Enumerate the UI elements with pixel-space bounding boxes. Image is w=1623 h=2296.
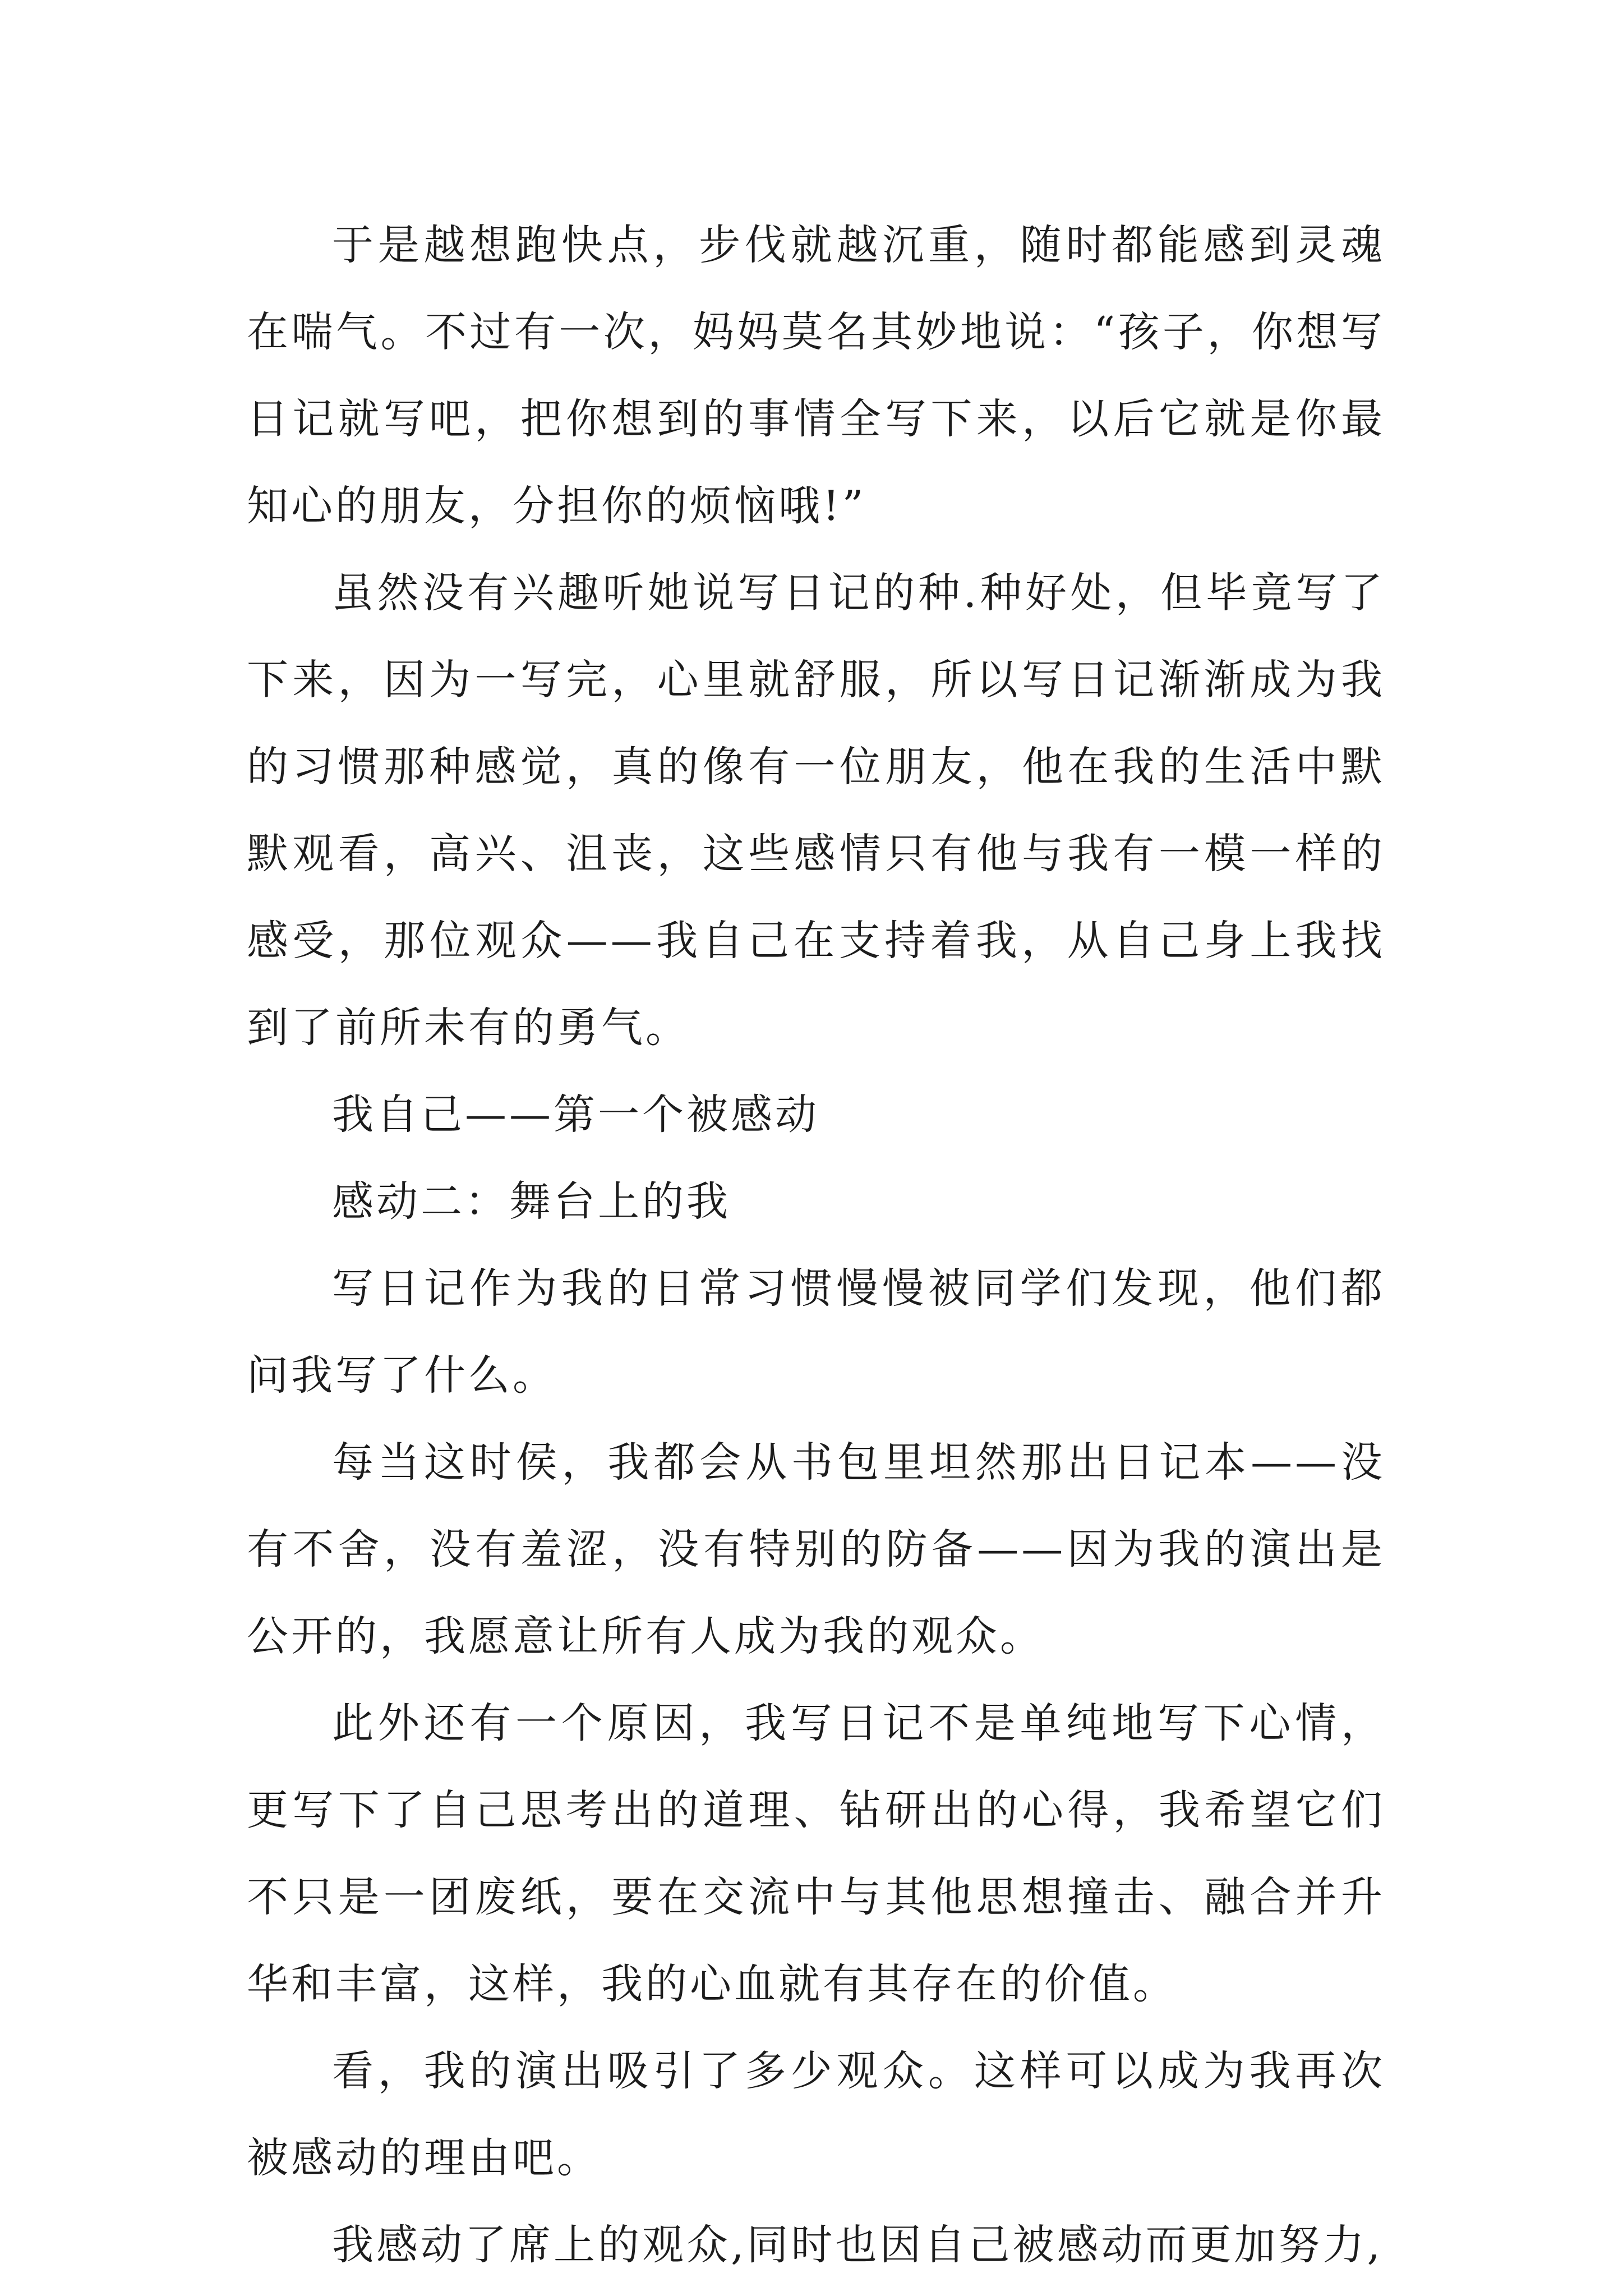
paragraph-7: 我感动了席上的观众,同时也因自己被感动而更加努力, <box>332 2221 1384 2269</box>
paragraph-4: 每当这时侯，我都会从书包里坦然那出日记本——没有不舍，没有羞涩，没有特别的防备——因为我的演出是公开的，我愿意让所有人成为我的观众。 <box>247 1438 1385 1660</box>
document-body <box>247 202 1385 2289</box>
paragraph-2: 虽然没有兴趣听她说写日记的种.种好处，但毕竟写了下来，因为一写完，心里就舒服，所以写日记渐渐成为我的习惯那种感觉，真的像有一位朋友，他在我的生活中默默观看，高兴、沮丧，这些感情只有他与我有一模一样的感受，那位观众——我自己在支持着我，从自己身上我找到了前所未有的勇气。 <box>247 569 1385 1052</box>
paragraph-6: 看，我的演出吸引了多少观众。这样可以成为我再次被感动的理由吧。 <box>247 2047 1385 2182</box>
section-heading-2: 感动二：舞台上的我 <box>332 1177 731 1226</box>
paragraph-1: 于是越想跑快点，步伐就越沉重，随时都能感到灵魂在喘气。不过有一次，妈妈莫名其妙地说：“孩子，你想写日记就写吧，把你想到的事情全写下来，以后它就是你最知心的朋友，分担你的烦恼哦!” <box>247 221 1385 530</box>
paragraph-5: 此外还有一个原因，我写日记不是单纯地写下心情，更写下了自己思考出的道理、钻研出的心得，我希望它们不只是一团废纸，要在交流中与其他思想撞击、融合并升华和丰富，这样，我的心血就有其存在的价值。 <box>247 1699 1385 2008</box>
paragraph-3: 写日记作为我的日常习惯慢慢被同学们发现，他们都问我写了什么。 <box>247 1264 1385 1400</box>
section-line-1: 我自己——第一个被感动 <box>332 1091 819 1139</box>
